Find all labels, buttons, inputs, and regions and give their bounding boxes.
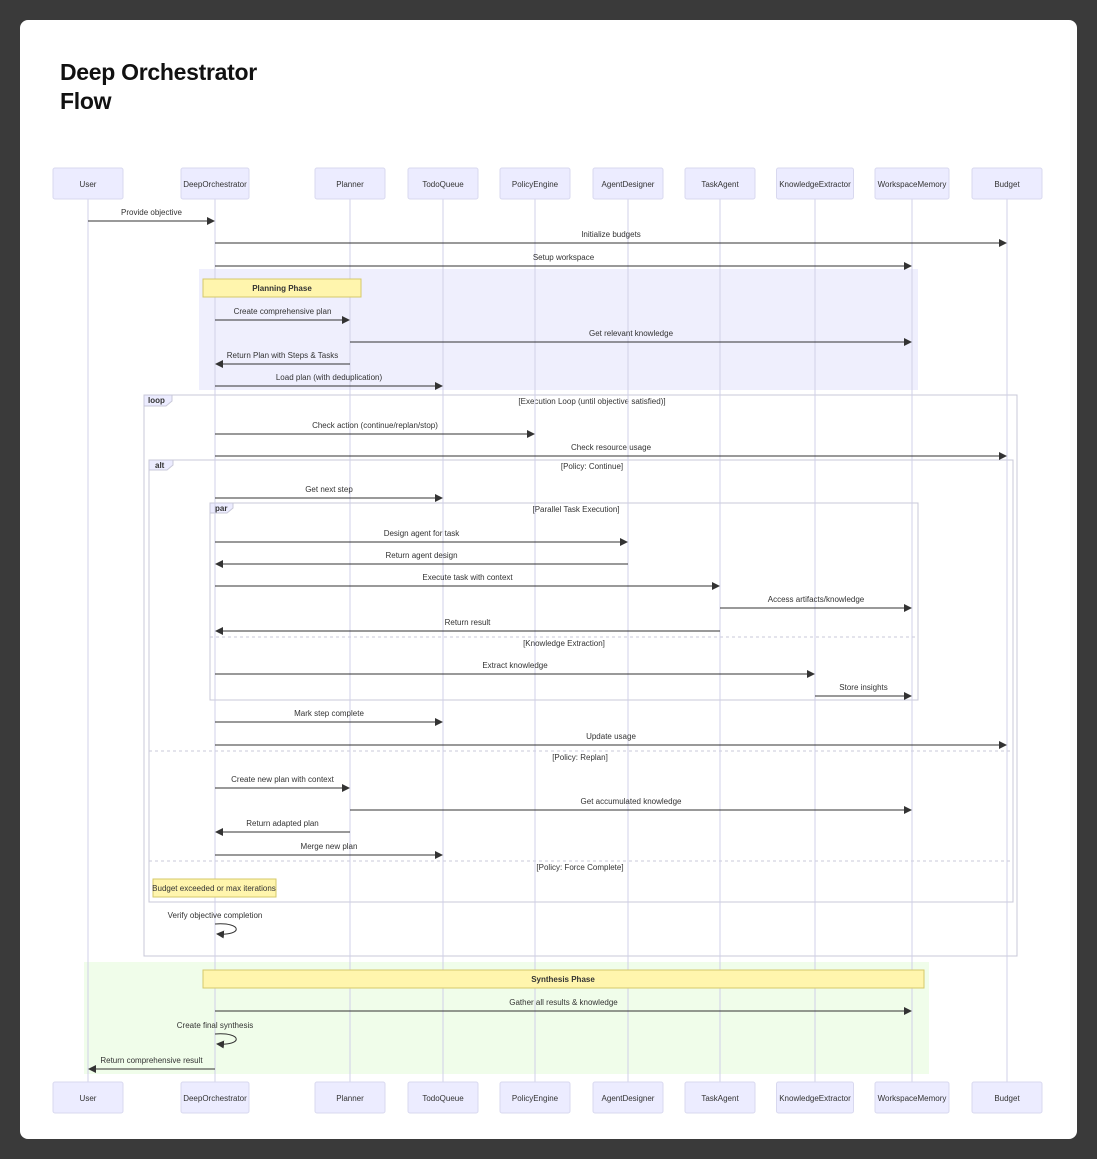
message bbox=[815, 683, 911, 696]
synthesis-phase-note bbox=[203, 970, 924, 988]
participant-bottom-task-agent bbox=[685, 1082, 755, 1113]
loop-condition: [Execution Loop (until objective satisfied)] bbox=[518, 397, 666, 406]
participant-bottom-knowledge-extractor bbox=[777, 1082, 854, 1113]
participant-top-todo-queue bbox=[408, 168, 478, 199]
message-label: Extract knowledge bbox=[482, 661, 548, 670]
message-label: Return result bbox=[444, 618, 491, 627]
planning-phase-label: Planning Phase bbox=[252, 284, 312, 293]
participant-label: Budget bbox=[994, 1094, 1020, 1103]
participant-label: KnowledgeExtractor bbox=[779, 1094, 851, 1103]
message-label: Get accumulated knowledge bbox=[580, 797, 682, 806]
message-label: Get next step bbox=[305, 485, 353, 494]
participant-label: PolicyEngine bbox=[511, 180, 559, 189]
message bbox=[215, 443, 1006, 456]
participant-label: DeepOrchestrator bbox=[183, 1094, 247, 1103]
participant-bottom-budget bbox=[972, 1082, 1042, 1113]
participant-label: TaskAgent bbox=[701, 180, 739, 189]
message bbox=[216, 819, 350, 832]
alt-else-replan: [Policy: Replan] bbox=[552, 753, 608, 762]
title-line-1: Deep Orchestrator bbox=[60, 59, 257, 85]
message bbox=[216, 618, 720, 631]
message-label: Create final synthesis bbox=[176, 1021, 254, 1030]
message-label: Setup workspace bbox=[532, 253, 595, 262]
message bbox=[216, 551, 628, 564]
message bbox=[215, 709, 442, 722]
message-label: Merge new plan bbox=[300, 842, 358, 851]
participant-bottom-planner bbox=[315, 1082, 385, 1113]
message-label: Create comprehensive plan bbox=[233, 307, 332, 316]
message bbox=[215, 732, 1006, 745]
participant-bottom-workspace-memory bbox=[875, 1082, 949, 1113]
participant-top-task-agent bbox=[685, 168, 755, 199]
synthesis-phase-label: Synthesis Phase bbox=[531, 975, 595, 984]
participant-bottom-agent-designer bbox=[593, 1082, 663, 1113]
message-label: Return adapted plan bbox=[246, 819, 319, 828]
message-label: Return comprehensive result bbox=[100, 1056, 203, 1065]
participant-label: TodoQueue bbox=[422, 180, 464, 189]
message bbox=[215, 230, 1006, 243]
message bbox=[215, 661, 814, 674]
title-line-2: Flow bbox=[60, 88, 112, 114]
message-label: Return Plan with Steps & Tasks bbox=[226, 351, 339, 360]
message-label: Store insights bbox=[839, 683, 888, 692]
message-label: Execute task with context bbox=[422, 573, 513, 582]
self-message-arrow bbox=[215, 924, 236, 934]
message bbox=[88, 208, 214, 221]
message bbox=[215, 529, 627, 542]
participant-label: User bbox=[79, 180, 97, 189]
message-label: Initialize budgets bbox=[581, 230, 641, 239]
participant-label: TaskAgent bbox=[701, 1094, 739, 1103]
participant-top-user bbox=[53, 168, 123, 199]
alt-tag: alt bbox=[155, 461, 165, 470]
message-label: Check resource usage bbox=[570, 443, 652, 452]
message-label: Load plan (with deduplication) bbox=[275, 373, 383, 382]
participant-top-planner bbox=[315, 168, 385, 199]
message bbox=[215, 842, 442, 855]
participant-label: DeepOrchestrator bbox=[183, 180, 247, 189]
message bbox=[215, 573, 719, 586]
message-label: Return agent design bbox=[385, 551, 458, 560]
message-label: Design agent for task bbox=[383, 529, 460, 538]
message-label: Verify objective completion bbox=[167, 911, 263, 920]
participant-top-deep-orchestrator bbox=[181, 168, 249, 199]
participant-bottom-policy-engine bbox=[500, 1082, 570, 1113]
participant-top-policy-engine bbox=[500, 168, 570, 199]
message bbox=[215, 421, 534, 434]
alt-fragment bbox=[149, 460, 1013, 902]
participant-label: Budget bbox=[994, 180, 1020, 189]
participant-top-agent-designer bbox=[593, 168, 663, 199]
message-label: Gather all results & knowledge bbox=[509, 998, 618, 1007]
participant-label: Planner bbox=[336, 1094, 364, 1103]
message-label: Access artifacts/knowledge bbox=[767, 595, 865, 604]
alt-condition: [Policy: Continue] bbox=[560, 462, 624, 471]
par-condition: [Parallel Task Execution] bbox=[532, 505, 620, 514]
planning-phase-note bbox=[203, 279, 361, 297]
message bbox=[350, 797, 911, 810]
participant-top-knowledge-extractor bbox=[777, 168, 854, 199]
message-label: Get relevant knowledge bbox=[588, 329, 674, 338]
loop-tag: loop bbox=[148, 396, 165, 405]
participant-label: WorkspaceMemory bbox=[877, 1094, 947, 1103]
participant-label: PolicyEngine bbox=[511, 1094, 559, 1103]
participant-label: KnowledgeExtractor bbox=[779, 180, 851, 189]
budget-note-label: Budget exceeded or max iterations bbox=[152, 884, 276, 893]
par-else-knowledge: [Knowledge Extraction] bbox=[523, 639, 605, 648]
participant-label: User bbox=[79, 1094, 97, 1103]
message-label: Mark step complete bbox=[294, 709, 364, 718]
message bbox=[215, 253, 911, 266]
participant-bottom-user bbox=[53, 1082, 123, 1113]
participant-bottom-deep-orchestrator bbox=[181, 1082, 249, 1113]
message bbox=[215, 485, 442, 498]
participant-label: AgentDesigner bbox=[601, 180, 655, 189]
participant-label: AgentDesigner bbox=[601, 1094, 655, 1103]
message-label: Create new plan with context bbox=[231, 775, 334, 784]
par-tag: par bbox=[215, 504, 228, 513]
participant-label: WorkspaceMemory bbox=[877, 180, 947, 189]
participant-label: Planner bbox=[336, 180, 364, 189]
message-label: Update usage bbox=[586, 732, 636, 741]
participant-top-budget bbox=[972, 168, 1042, 199]
message-label: Provide objective bbox=[121, 208, 182, 217]
message-label: Check action (continue/replan/stop) bbox=[312, 421, 438, 430]
alt-else-force: [Policy: Force Complete] bbox=[536, 863, 624, 872]
participant-top-workspace-memory bbox=[875, 168, 949, 199]
budget-note bbox=[152, 879, 276, 897]
participant-bottom-todo-queue bbox=[408, 1082, 478, 1113]
message bbox=[215, 775, 349, 788]
participant-label: TodoQueue bbox=[422, 1094, 464, 1103]
